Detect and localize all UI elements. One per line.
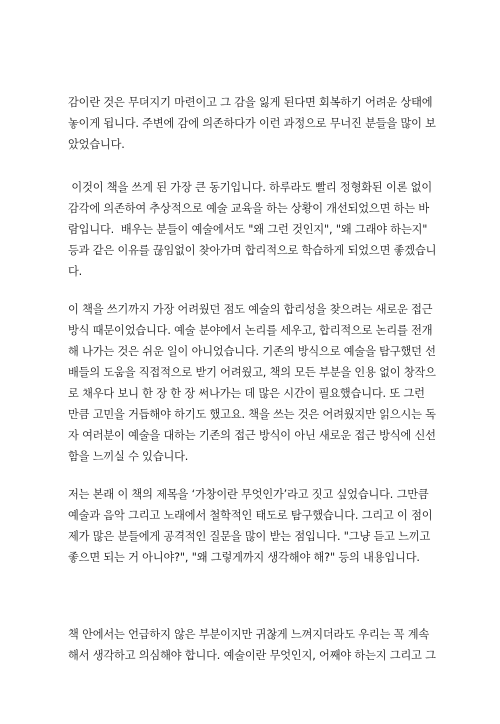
text-line: 해서 생각하고 의심해야 합니다. 예술이란 무엇인지, 어째야 하는지 그리고 그 <box>68 649 436 662</box>
text-line: 만큼 고민을 거듭해야 하기도 했고요. 책을 쓰는 것은 어려웠지만 읽으시는 독 <box>68 408 436 421</box>
text-line: 등과 같은 이유를 끊임없이 찾아가며 합리적으로 학습하게 되었으면 좋겠습니 <box>68 244 437 257</box>
text-line: 방식 때문이었습니다. 예술 분야에서 논리를 세우고, 합리적으로 논리를 전개 <box>68 324 433 337</box>
text-line: 좋으면 되는 거 아니야?", "왜 그렇게까지 생각해야 해?" 등의 내용입니다. <box>68 551 420 564</box>
text-line: 저는 본래 이 책의 제목을 ‘가창이란 무엇인가’라고 짓고 싶었습니다. 그만큼 <box>68 488 429 501</box>
text-line: 책 안에서는 언급하지 않은 부분이지만 귀찮게 느껴지더라도 우리는 꼭 계속 <box>68 628 430 641</box>
text-line: 해 나가는 것은 쉬운 일이 아니었습니다. 기존의 방식으로 예술을 탐구했던 선 <box>68 345 436 358</box>
text-line: 이 책을 쓰기까지 가장 어려웠던 점도 예술의 합리성을 찾으려는 새로운 접근 <box>68 303 433 316</box>
text-line: 함을 느끼실 수 있습니다. <box>68 450 189 463</box>
text-line: 감이란 것은 무뎌지기 마련이고 그 감을 잃게 된다면 회복하기 어려운 상태에 <box>68 96 433 109</box>
text-line: 예술과 음악 그리고 노래에서 철학적인 태도로 탐구했습니다. 그리고 이 점이 <box>68 509 433 522</box>
text-line: 놓이게 됩니다. 주변에 감에 의존하다가 이런 과정으로 무너진 분들을 많이 보 <box>68 117 436 130</box>
text-line: 배들의 도움을 직접적으로 받기 어려웠고, 책의 모든 부분을 인용 없이 창작으 <box>68 366 436 379</box>
text-line: 제가 많은 분들에게 공격적인 질문을 많이 받는 점입니다. "그냥 듣고 느끼고 <box>68 530 431 543</box>
text-line: 이것이 책을 쓰게 된 가장 큰 동기입니다. 하루라도 빨리 정형화된 이론 없이 <box>68 181 432 194</box>
paragraph-4 <box>68 484 452 568</box>
text-line: 람입니다. 배우는 분들이 예술에서도 "왜 그런 것인지", "왜 그래야 하는지" <box>68 223 428 236</box>
paragraph-5 <box>68 624 452 666</box>
text-line: 다. <box>68 265 83 278</box>
paragraph-3 <box>68 299 452 467</box>
text-line: 감각에 의존하여 추상적으로 예술 교육을 하는 상황이 개선되었으면 하는 바 <box>68 202 430 215</box>
text-line: 로 채우다 보니 한 장 한 장 써나가는 데 많은 시간이 필요했습니다. 또 그런 <box>68 387 425 400</box>
paragraph-2 <box>68 177 452 282</box>
text-line: 았었습니다. <box>68 138 125 151</box>
paragraph-1 <box>68 92 452 155</box>
text-line: 자 여러분이 예술을 대하는 기존의 접근 방식이 아닌 새로운 접근 방식에 신선 <box>68 429 436 442</box>
